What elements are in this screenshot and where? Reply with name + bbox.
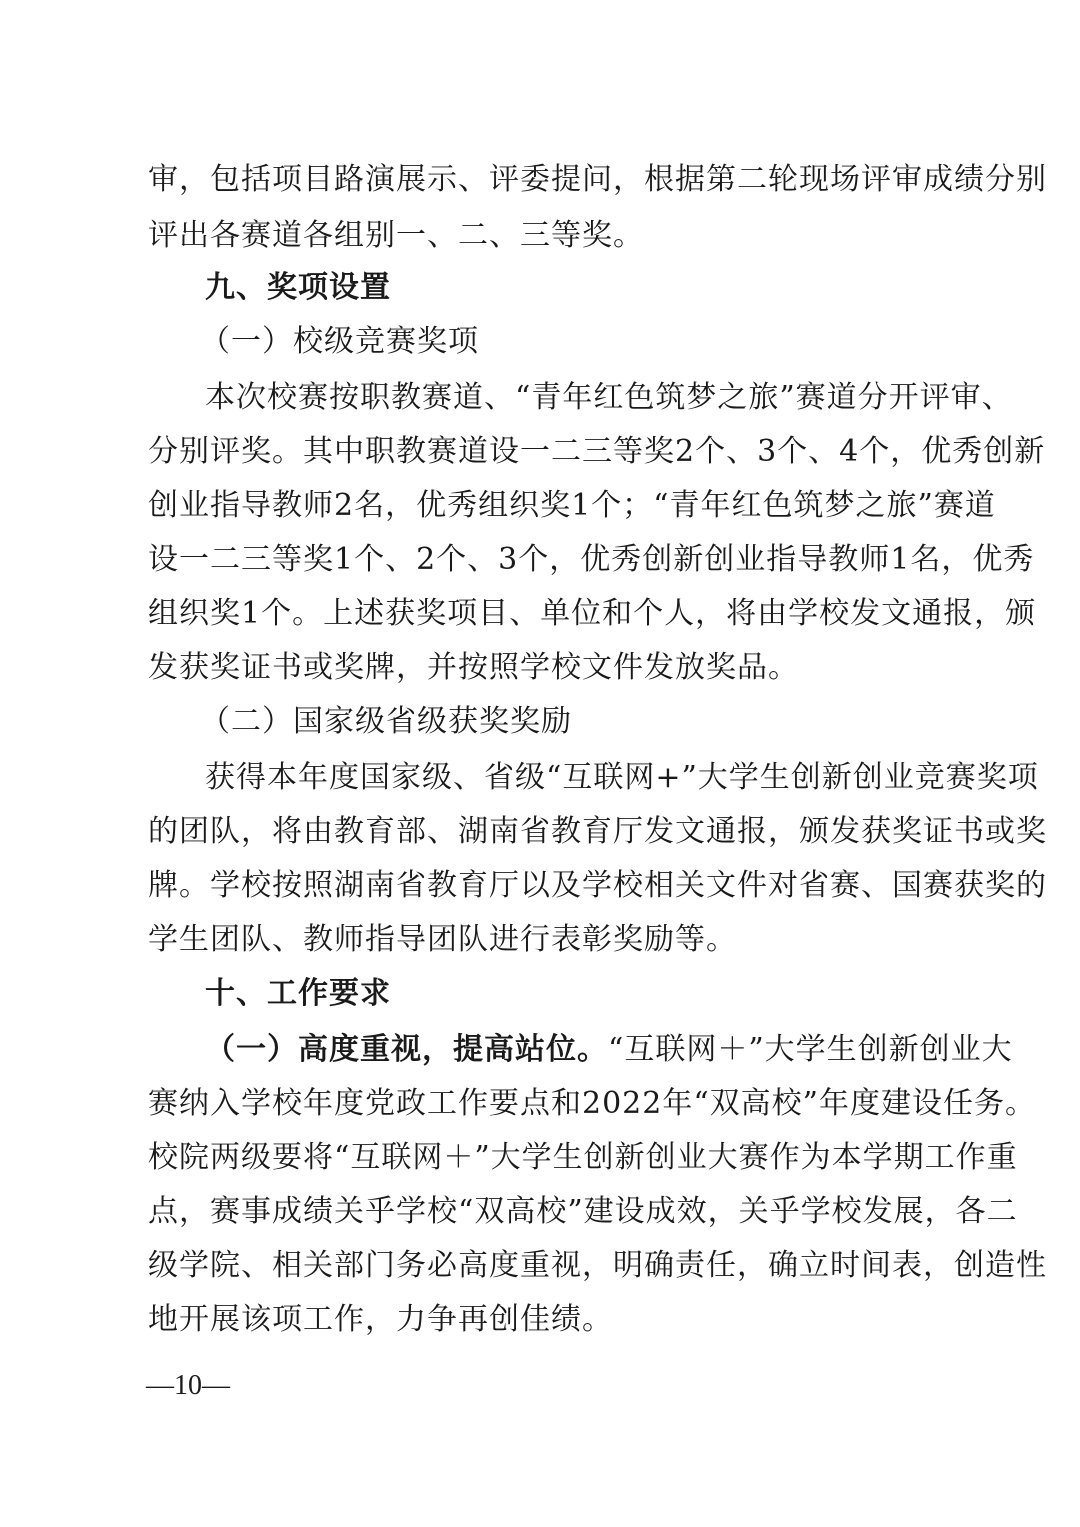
body-line-continuation: “互联网＋”大学生创新创业大 <box>608 1032 1013 1067</box>
body-line: 审，包括项目路演展示、评委提问，根据第二轮现场评审成绩分别 <box>148 162 1047 197</box>
body-line: 学生团队、教师指导团队进行表彰奖励等。 <box>148 922 737 957</box>
body-line: 评出各赛道各组别一、二、三等奖。 <box>148 218 644 253</box>
body-line: 级学院、相关部门务必高度重视，明确责任，确立时间表，创造性 <box>148 1248 1047 1283</box>
body-line: 本次校赛按职教赛道、“青年红色筑梦之旅”赛道分开评审、 <box>205 380 1013 415</box>
bold-lead-text: （一）高度重视，提高站位。 <box>205 1032 608 1067</box>
body-line: 点，赛事成绩关乎学校“双高校”建设成效，关乎学校发展，各二 <box>148 1194 1018 1229</box>
body-line: 的团队，将由教育部、湖南省教育厅发文通报，颁发获奖证书或奖 <box>148 814 1047 849</box>
body-line: 获得本年度国家级、省级“互联网+”大学生创新创业竞赛奖项 <box>205 760 1039 795</box>
body-line: 牌。学校按照湖南省教育厅以及学校相关文件对省赛、国赛获奖的 <box>148 868 1047 903</box>
body-line: 设一二三等奖1个、2个、3个，优秀创新创业指导教师1名，优秀 <box>148 542 1035 577</box>
page-number: —10— <box>146 1370 230 1401</box>
body-line: 赛纳入学校年度党政工作要点和2022年“双高校”年度建设任务。 <box>148 1086 1037 1121</box>
body-line: 发获奖证书或奖牌，并按照学校文件发放奖品。 <box>148 650 799 685</box>
body-line-lead <box>205 1030 1013 1070</box>
body-line: 分别评奖。其中职教赛道设一二三等奖2个、3个、4个，优秀创新 <box>148 434 1046 469</box>
body-line: 创业指导教师2名，优秀组织奖1个；“青年红色筑梦之旅”赛道 <box>148 488 996 523</box>
body-line: 组织奖1个。上述获奖项目、单位和个人，将由学校发文通报，颁 <box>148 596 1037 631</box>
subsection-heading-school-awards: （一）校级竞赛奖项 <box>200 324 479 359</box>
body-line: 校院两级要将“互联网＋”大学生创新创业大赛作为本学期工作重 <box>148 1140 1018 1175</box>
body-line: 地开展该项工作，力争再创佳绩。 <box>148 1302 613 1337</box>
section-heading-10: 十、工作要求 <box>205 976 391 1011</box>
subsection-heading-national-awards: （二）国家级省级获奖奖励 <box>200 704 572 739</box>
section-heading-9: 九、奖项设置 <box>205 270 391 305</box>
